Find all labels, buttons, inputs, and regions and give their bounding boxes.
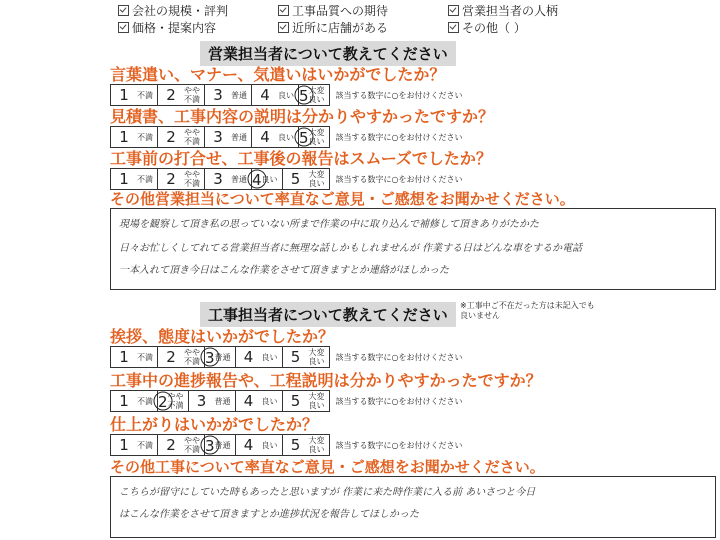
- rating-number: 2: [166, 128, 176, 146]
- rating-option-3[interactable]: [204, 127, 251, 147]
- rating-option-1[interactable]: [111, 169, 157, 189]
- rating-number: 1: [119, 86, 129, 104]
- question-label: 仕上がりはいかがでしたか？: [110, 415, 319, 434]
- rating-label: 大変 良い: [308, 392, 325, 410]
- rating-number: 3: [213, 170, 223, 188]
- scale-hint: 該当する数字に○をお付けください: [335, 440, 463, 450]
- selected-circle-icon: [294, 128, 313, 147]
- rating-label: 良い: [278, 132, 294, 142]
- rating-number: 5: [299, 128, 309, 147]
- rating-option-1[interactable]: [111, 391, 157, 411]
- rating-number: 5: [290, 348, 301, 366]
- rating-option-3[interactable]: [204, 435, 235, 455]
- rating-label: 不満: [137, 132, 153, 142]
- scale-hint: 該当する数字に○をお付けください: [335, 396, 463, 406]
- rating-number: 2: [166, 170, 176, 188]
- rating-label: 良い: [261, 396, 278, 406]
- question-label: 工事前の打合せ、工事後の報告はスムーズでしたか？: [110, 149, 492, 168]
- rating-option-3[interactable]: [204, 85, 251, 105]
- rating-scale[interactable]: [110, 126, 463, 148]
- rating-number: 4: [243, 392, 254, 410]
- checkbox-checked-icon: [118, 5, 129, 16]
- question-label: 見積書、工事内容の説明は分かりやすかったですか？: [110, 107, 495, 126]
- rating-option-4[interactable]: [251, 85, 298, 105]
- section-title-sales: 営業担当者について教えてください: [200, 41, 456, 66]
- checkbox-checked-icon: [118, 22, 129, 33]
- rating-number: 1: [119, 392, 129, 410]
- rating-number: 5: [290, 436, 301, 454]
- rating-label: 大変 良い: [308, 348, 325, 366]
- checkbox-checked-icon: [448, 22, 459, 33]
- option-company-scale[interactable]: 会社の規模・評判: [118, 2, 228, 19]
- rating-label: 普通: [214, 352, 231, 362]
- comment-line: 現場を観察して頂き私の思っていない所まで作業の中に取り込んで補修して頂きありがたかた: [119, 219, 539, 230]
- rating-label: 不満: [137, 174, 153, 184]
- selected-circle-icon: [247, 170, 266, 189]
- rating-label: 不満: [137, 396, 153, 406]
- rating-scale[interactable]: [110, 390, 463, 412]
- rating-label: 良い: [278, 90, 294, 100]
- question-label: 挨拶、態度はいかがでしたか？: [110, 327, 335, 346]
- absence-note: ※工事中ご不在だった方は未記入でも 良いません: [460, 301, 595, 320]
- rating-label: 大変 良い: [308, 86, 325, 104]
- rating-number: 4: [243, 348, 254, 366]
- rating-option-1[interactable]: [111, 347, 157, 367]
- rating-number: 4: [260, 86, 270, 104]
- rating-label: 普通: [231, 132, 247, 142]
- rating-number: 3: [205, 436, 215, 455]
- rating-option-4[interactable]: [235, 435, 282, 455]
- rating-option-2[interactable]: [157, 435, 204, 455]
- rating-option-4[interactable]: [251, 169, 282, 189]
- rating-number: 2: [166, 436, 176, 454]
- selected-circle-icon: [200, 436, 219, 455]
- rating-number: 2: [166, 86, 176, 104]
- rating-number: 3: [196, 392, 207, 410]
- construction-comment-box[interactable]: [110, 476, 716, 538]
- option-price-proposal[interactable]: 価格・提案内容: [118, 19, 216, 36]
- section-title-construction: 工事担当者について教えてください: [200, 302, 456, 327]
- rating-number: 2: [166, 348, 176, 366]
- rating-option-3[interactable]: [204, 169, 251, 189]
- rating-number: 3: [213, 128, 223, 146]
- checkbox-checked-icon: [448, 5, 459, 16]
- rating-option-1[interactable]: [111, 127, 157, 147]
- rating-label: 不満: [137, 352, 153, 362]
- selected-circle-icon: [153, 392, 172, 411]
- comment-line: 一本入れて頂き今日はこんな作業をさせて頂きますとか連絡がほしかった: [119, 265, 449, 276]
- construction-comment-question: その他工事について率直なご意見・ご感想をお聞かせください。: [110, 458, 545, 476]
- checkbox-checked-icon: [278, 22, 289, 33]
- rating-label: 普通: [214, 440, 231, 450]
- question-label: 工事中の進捗報告や、工程説明は分かりやすかったですか？: [110, 371, 542, 390]
- rating-label: 大変 良い: [308, 170, 325, 188]
- rating-scale[interactable]: [110, 168, 463, 190]
- rating-label: 大変 良い: [308, 128, 325, 146]
- rating-number: 1: [119, 128, 129, 146]
- scale-hint: 該当する数字に○をお付けください: [335, 352, 463, 362]
- rating-scale[interactable]: [110, 346, 463, 368]
- rating-label: 普通: [214, 396, 231, 406]
- rating-option-4[interactable]: [235, 347, 282, 367]
- rating-number: 3: [213, 86, 223, 104]
- rating-number: 3: [205, 348, 215, 367]
- rating-label: やや 不満: [184, 170, 200, 188]
- rating-scale[interactable]: [110, 434, 463, 456]
- rating-option-2[interactable]: [157, 169, 204, 189]
- rating-label: やや 不満: [184, 86, 200, 104]
- comment-line: はこんな作業をさせて頂きますとか進捗状況を報告してほしかった: [119, 509, 419, 520]
- rating-label: やや 不満: [184, 436, 200, 454]
- rating-option-5[interactable]: [282, 435, 329, 455]
- rating-option-2[interactable]: [157, 85, 204, 105]
- rating-scale[interactable]: [110, 84, 463, 106]
- rating-number: 5: [299, 86, 309, 105]
- question-label: 言葉遣い、マナー、気遣いはいかがでしたか？: [110, 65, 446, 84]
- option-other[interactable]: その他（ ）: [448, 19, 526, 36]
- rating-number: 4: [260, 128, 270, 146]
- rating-number: 5: [290, 392, 301, 410]
- rating-label: 普通: [231, 90, 247, 100]
- option-sales-personality[interactable]: 営業担当者の人柄: [448, 2, 558, 19]
- rating-option-2[interactable]: [157, 347, 204, 367]
- rating-label: 不満: [137, 440, 153, 450]
- comment-line: こちらが留守にしていた時もあったと思いますが 作業に来た時作業に入る前 あいさつと今日: [119, 487, 536, 498]
- rating-label: 不満: [137, 90, 153, 100]
- rating-option-5[interactable]: [298, 127, 329, 147]
- scale-hint: 該当する数字に○をお付けください: [335, 174, 463, 184]
- checkbox-checked-icon: [278, 5, 289, 16]
- rating-option-2[interactable]: [157, 127, 204, 147]
- rating-number: 5: [290, 170, 301, 188]
- rating-option-3[interactable]: [204, 347, 235, 367]
- rating-number: 4: [243, 436, 254, 454]
- scale-hint: 該当する数字に○をお付けください: [335, 132, 463, 142]
- scale-hint: 該当する数字に○をお付けください: [335, 90, 463, 100]
- selected-circle-icon: [200, 348, 219, 367]
- rating-label: やや 不満: [167, 392, 184, 410]
- rating-label: 大変 良い: [308, 436, 325, 454]
- rating-option-3[interactable]: [188, 391, 235, 411]
- rating-label: 良い: [261, 440, 278, 450]
- rating-number: 1: [119, 170, 129, 188]
- rating-option-5[interactable]: [298, 85, 329, 105]
- rating-option-2[interactable]: [157, 391, 188, 411]
- rating-number: 2: [158, 392, 168, 411]
- selected-circle-icon: [294, 86, 313, 105]
- rating-option-4[interactable]: [235, 391, 282, 411]
- rating-option-5[interactable]: [282, 169, 329, 189]
- rating-number: 1: [119, 348, 129, 366]
- option-nearby-store[interactable]: 近所に店舗がある: [278, 19, 388, 36]
- rating-label: やや 不満: [184, 128, 200, 146]
- rating-option-5[interactable]: [282, 391, 329, 411]
- option-construction-quality[interactable]: 工事品質への期待: [278, 2, 388, 19]
- rating-option-1[interactable]: [111, 435, 157, 455]
- sales-comment-box[interactable]: [110, 208, 716, 290]
- comment-line: 日々お忙しくしてれてる営業担当者に無理な話しかもしれませんが 作業する日はどんな車をするか電話: [119, 243, 583, 254]
- rating-label: やや 不満: [184, 348, 200, 366]
- rating-number: 1: [119, 436, 129, 454]
- rating-option-4[interactable]: [251, 127, 298, 147]
- rating-label: 普通: [231, 174, 247, 184]
- rating-option-1[interactable]: [111, 85, 157, 105]
- sales-comment-question: その他営業担当について率直なご意見・ご感想をお聞かせください。: [110, 190, 575, 208]
- rating-option-5[interactable]: [282, 347, 329, 367]
- rating-label: 良い: [261, 174, 278, 184]
- rating-label: 良い: [261, 352, 278, 362]
- rating-number: 4: [252, 170, 262, 189]
